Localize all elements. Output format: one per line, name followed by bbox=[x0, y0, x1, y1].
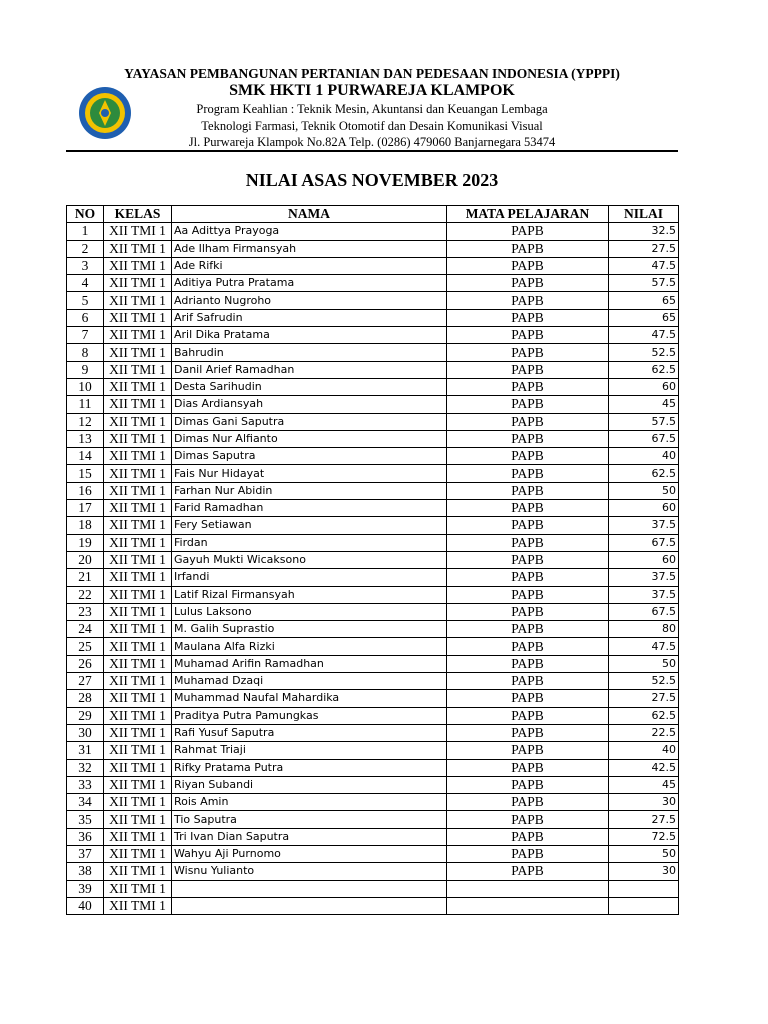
cell-nilai: 50 bbox=[609, 655, 679, 672]
cell-no: 16 bbox=[67, 482, 104, 499]
table-row bbox=[67, 776, 679, 793]
table-row bbox=[67, 551, 679, 568]
cell-kelas: XII TMI 1 bbox=[104, 257, 172, 274]
cell-nilai: 37.5 bbox=[609, 517, 679, 534]
cell-mata-pelajaran: PAPB bbox=[447, 655, 609, 672]
cell-nama: Ade Ilham Firmansyah bbox=[172, 240, 447, 257]
cell-mata-pelajaran: PAPB bbox=[447, 690, 609, 707]
cell-mata-pelajaran: PAPB bbox=[447, 811, 609, 828]
cell-no: 13 bbox=[67, 430, 104, 447]
cell-nama: Ade Rifki bbox=[172, 257, 447, 274]
cell-mata-pelajaran: PAPB bbox=[447, 292, 609, 309]
foundation-name: YAYASAN PEMBANGUNAN PERTANIAN DAN PEDESAAN INDONESIA (YPPPI) bbox=[124, 66, 620, 81]
cell-nilai: 45 bbox=[609, 776, 679, 793]
cell-nilai: 30 bbox=[609, 794, 679, 811]
cell-nama: Lulus Laksono bbox=[172, 603, 447, 620]
cell-kelas: XII TMI 1 bbox=[104, 309, 172, 326]
cell-kelas: XII TMI 1 bbox=[104, 482, 172, 499]
program-line-2: Teknologi Farmasi, Teknik Otomotif dan Desain Komunikasi Visual bbox=[201, 119, 543, 133]
cell-no: 25 bbox=[67, 638, 104, 655]
cell-nama: Irfandi bbox=[172, 569, 447, 586]
cell-nama: Dimas Gani Saputra bbox=[172, 413, 447, 430]
cell-nilai: 47.5 bbox=[609, 257, 679, 274]
cell-mata-pelajaran: PAPB bbox=[447, 396, 609, 413]
cell-kelas: XII TMI 1 bbox=[104, 880, 172, 897]
table-row bbox=[67, 240, 679, 257]
cell-nama: Praditya Putra Pamungkas bbox=[172, 707, 447, 724]
cell-kelas: XII TMI 1 bbox=[104, 361, 172, 378]
cell-no: 36 bbox=[67, 828, 104, 845]
cell-nama: Maulana Alfa Rizki bbox=[172, 638, 447, 655]
cell-mata-pelajaran: PAPB bbox=[447, 361, 609, 378]
cell-kelas: XII TMI 1 bbox=[104, 275, 172, 292]
cell-nilai: 60 bbox=[609, 500, 679, 517]
table-row bbox=[67, 396, 679, 413]
cell-nilai: 57.5 bbox=[609, 413, 679, 430]
cell-kelas: XII TMI 1 bbox=[104, 292, 172, 309]
cell-nama: Rifky Pratama Putra bbox=[172, 759, 447, 776]
cell-mata-pelajaran: PAPB bbox=[447, 257, 609, 274]
table-row bbox=[67, 500, 679, 517]
cell-nilai: 62.5 bbox=[609, 361, 679, 378]
header-nilai: NILAI bbox=[609, 206, 679, 223]
cell-nilai bbox=[609, 880, 679, 897]
cell-mata-pelajaran: PAPB bbox=[447, 638, 609, 655]
table-row bbox=[67, 880, 679, 897]
cell-nilai: 37.5 bbox=[609, 586, 679, 603]
cell-kelas: XII TMI 1 bbox=[104, 845, 172, 862]
cell-mata-pelajaran: PAPB bbox=[447, 586, 609, 603]
cell-nilai: 40 bbox=[609, 742, 679, 759]
cell-no: 23 bbox=[67, 603, 104, 620]
cell-nilai: 52.5 bbox=[609, 344, 679, 361]
cell-no: 35 bbox=[67, 811, 104, 828]
cell-nama: Tri Ivan Dian Saputra bbox=[172, 828, 447, 845]
table-row bbox=[67, 361, 679, 378]
cell-nama: Muhamad Arifin Ramadhan bbox=[172, 655, 447, 672]
cell-mata-pelajaran: PAPB bbox=[447, 621, 609, 638]
letterhead bbox=[66, 58, 678, 152]
cell-mata-pelajaran: PAPB bbox=[447, 776, 609, 793]
cell-mata-pelajaran: PAPB bbox=[447, 724, 609, 741]
cell-mata-pelajaran: PAPB bbox=[447, 275, 609, 292]
cell-no: 5 bbox=[67, 292, 104, 309]
table-row bbox=[67, 586, 679, 603]
cell-no: 14 bbox=[67, 448, 104, 465]
cell-nama: Muhamad Dzaqi bbox=[172, 673, 447, 690]
cell-mata-pelajaran: PAPB bbox=[447, 863, 609, 880]
table-header-row bbox=[67, 206, 679, 223]
cell-kelas: XII TMI 1 bbox=[104, 794, 172, 811]
table-row bbox=[67, 621, 679, 638]
cell-nama: Fery Setiawan bbox=[172, 517, 447, 534]
cell-nama: Aril Dika Pratama bbox=[172, 327, 447, 344]
table-row bbox=[67, 673, 679, 690]
cell-nilai: 50 bbox=[609, 845, 679, 862]
cell-mata-pelajaran: PAPB bbox=[447, 500, 609, 517]
cell-nilai: 50 bbox=[609, 482, 679, 499]
cell-no: 40 bbox=[67, 897, 104, 914]
cell-mata-pelajaran: PAPB bbox=[447, 673, 609, 690]
table-row bbox=[67, 742, 679, 759]
cell-mata-pelajaran: PAPB bbox=[447, 759, 609, 776]
header-nama: NAMA bbox=[172, 206, 447, 223]
cell-nilai: 27.5 bbox=[609, 240, 679, 257]
cell-kelas: XII TMI 1 bbox=[104, 828, 172, 845]
cell-mata-pelajaran: PAPB bbox=[447, 482, 609, 499]
cell-nama: Dias Ardiansyah bbox=[172, 396, 447, 413]
cell-no: 33 bbox=[67, 776, 104, 793]
cell-no: 18 bbox=[67, 517, 104, 534]
cell-nama: Rafi Yusuf Saputra bbox=[172, 724, 447, 741]
header-mata-pelajaran: MATA PELAJARAN bbox=[447, 206, 609, 223]
cell-kelas: XII TMI 1 bbox=[104, 500, 172, 517]
table-row bbox=[67, 863, 679, 880]
cell-nama: Firdan bbox=[172, 534, 447, 551]
table-row bbox=[67, 534, 679, 551]
table-row bbox=[67, 707, 679, 724]
cell-nilai: 22.5 bbox=[609, 724, 679, 741]
cell-mata-pelajaran: PAPB bbox=[447, 430, 609, 447]
cell-kelas: XII TMI 1 bbox=[104, 603, 172, 620]
school-address: Jl. Purwareja Klampok No.82A Telp. (0286) 479060 Banjarnegara 53474 bbox=[188, 135, 556, 149]
cell-mata-pelajaran: PAPB bbox=[447, 223, 609, 240]
cell-nilai: 52.5 bbox=[609, 673, 679, 690]
header-kelas: KELAS bbox=[104, 206, 172, 223]
table-row bbox=[67, 897, 679, 914]
cell-nilai: 80 bbox=[609, 621, 679, 638]
table-row bbox=[67, 794, 679, 811]
cell-no: 31 bbox=[67, 742, 104, 759]
cell-no: 10 bbox=[67, 378, 104, 395]
cell-nama: Wisnu Yulianto bbox=[172, 863, 447, 880]
cell-nama bbox=[172, 897, 447, 914]
cell-mata-pelajaran: PAPB bbox=[447, 327, 609, 344]
cell-mata-pelajaran bbox=[447, 880, 609, 897]
cell-nama: Riyan Subandi bbox=[172, 776, 447, 793]
cell-nama: Dimas Saputra bbox=[172, 448, 447, 465]
cell-kelas: XII TMI 1 bbox=[104, 430, 172, 447]
cell-kelas: XII TMI 1 bbox=[104, 448, 172, 465]
cell-kelas: XII TMI 1 bbox=[104, 586, 172, 603]
cell-no: 27 bbox=[67, 673, 104, 690]
cell-no: 17 bbox=[67, 500, 104, 517]
cell-kelas: XII TMI 1 bbox=[104, 707, 172, 724]
cell-mata-pelajaran: PAPB bbox=[447, 448, 609, 465]
cell-kelas: XII TMI 1 bbox=[104, 638, 172, 655]
cell-nilai: 45 bbox=[609, 396, 679, 413]
cell-mata-pelajaran: PAPB bbox=[447, 603, 609, 620]
header-no: NO bbox=[67, 206, 104, 223]
cell-nama: M. Galih Suprastio bbox=[172, 621, 447, 638]
cell-no: 19 bbox=[67, 534, 104, 551]
cell-nama: Aa Adittya Prayoga bbox=[172, 223, 447, 240]
cell-kelas: XII TMI 1 bbox=[104, 724, 172, 741]
table-row bbox=[67, 759, 679, 776]
cell-no: 3 bbox=[67, 257, 104, 274]
cell-kelas: XII TMI 1 bbox=[104, 655, 172, 672]
cell-mata-pelajaran: PAPB bbox=[447, 794, 609, 811]
cell-nilai: 67.5 bbox=[609, 534, 679, 551]
cell-nilai bbox=[609, 897, 679, 914]
table-row bbox=[67, 448, 679, 465]
cell-nilai: 67.5 bbox=[609, 603, 679, 620]
table-row bbox=[67, 655, 679, 672]
cell-nama: Bahrudin bbox=[172, 344, 447, 361]
cell-kelas: XII TMI 1 bbox=[104, 863, 172, 880]
cell-nama: Rois Amin bbox=[172, 794, 447, 811]
cell-no: 39 bbox=[67, 880, 104, 897]
cell-kelas: XII TMI 1 bbox=[104, 551, 172, 568]
cell-nama: Desta Sarihudin bbox=[172, 378, 447, 395]
cell-mata-pelajaran: PAPB bbox=[447, 551, 609, 568]
cell-nama: Dimas Nur Alfianto bbox=[172, 430, 447, 447]
cell-kelas: XII TMI 1 bbox=[104, 517, 172, 534]
program-line-1: Program Keahlian : Teknik Mesin, Akuntansi dan Keuangan Lembaga bbox=[196, 102, 548, 116]
table-row bbox=[67, 275, 679, 292]
cell-mata-pelajaran: PAPB bbox=[447, 240, 609, 257]
cell-mata-pelajaran: PAPB bbox=[447, 569, 609, 586]
cell-no: 30 bbox=[67, 724, 104, 741]
cell-nilai: 42.5 bbox=[609, 759, 679, 776]
cell-kelas: XII TMI 1 bbox=[104, 776, 172, 793]
cell-nama bbox=[172, 880, 447, 897]
cell-nilai: 47.5 bbox=[609, 638, 679, 655]
cell-nilai: 47.5 bbox=[609, 327, 679, 344]
cell-no: 1 bbox=[67, 223, 104, 240]
cell-mata-pelajaran: PAPB bbox=[447, 707, 609, 724]
table-row bbox=[67, 465, 679, 482]
cell-kelas: XII TMI 1 bbox=[104, 673, 172, 690]
cell-nilai: 27.5 bbox=[609, 811, 679, 828]
cell-nilai: 32.5 bbox=[609, 223, 679, 240]
grades-table bbox=[66, 205, 679, 915]
cell-no: 8 bbox=[67, 344, 104, 361]
table-row bbox=[67, 690, 679, 707]
cell-mata-pelajaran: PAPB bbox=[447, 309, 609, 326]
cell-nilai: 62.5 bbox=[609, 707, 679, 724]
cell-nama: Wahyu Aji Purnomo bbox=[172, 845, 447, 862]
cell-nilai: 57.5 bbox=[609, 275, 679, 292]
cell-kelas: XII TMI 1 bbox=[104, 465, 172, 482]
cell-nama: Aditiya Putra Pratama bbox=[172, 275, 447, 292]
cell-nilai: 30 bbox=[609, 863, 679, 880]
cell-kelas: XII TMI 1 bbox=[104, 811, 172, 828]
cell-no: 21 bbox=[67, 569, 104, 586]
cell-no: 24 bbox=[67, 621, 104, 638]
cell-no: 11 bbox=[67, 396, 104, 413]
cell-no: 26 bbox=[67, 655, 104, 672]
cell-nilai: 27.5 bbox=[609, 690, 679, 707]
table-row bbox=[67, 309, 679, 326]
school-name: SMK HKTI 1 PURWAREJA KLAMPOK bbox=[229, 82, 515, 99]
cell-no: 2 bbox=[67, 240, 104, 257]
cell-nama: Danil Arief Ramadhan bbox=[172, 361, 447, 378]
table-row bbox=[67, 569, 679, 586]
cell-mata-pelajaran: PAPB bbox=[447, 378, 609, 395]
table-row bbox=[67, 828, 679, 845]
cell-no: 6 bbox=[67, 309, 104, 326]
cell-nama: Latif Rizal Firmansyah bbox=[172, 586, 447, 603]
cell-no: 12 bbox=[67, 413, 104, 430]
cell-kelas: XII TMI 1 bbox=[104, 742, 172, 759]
document-title: NILAI ASAS NOVEMBER 2023 bbox=[245, 170, 499, 190]
cell-no: 15 bbox=[67, 465, 104, 482]
cell-mata-pelajaran: PAPB bbox=[447, 828, 609, 845]
table-row bbox=[67, 257, 679, 274]
cell-no: 7 bbox=[67, 327, 104, 344]
cell-kelas: XII TMI 1 bbox=[104, 690, 172, 707]
cell-no: 28 bbox=[67, 690, 104, 707]
cell-kelas: XII TMI 1 bbox=[104, 378, 172, 395]
cell-mata-pelajaran: PAPB bbox=[447, 742, 609, 759]
cell-nama: Muhammad Naufal Mahardika bbox=[172, 690, 447, 707]
cell-mata-pelajaran bbox=[447, 897, 609, 914]
table-row bbox=[67, 413, 679, 430]
table-row bbox=[67, 517, 679, 534]
table-row bbox=[67, 223, 679, 240]
cell-mata-pelajaran: PAPB bbox=[447, 517, 609, 534]
cell-kelas: XII TMI 1 bbox=[104, 759, 172, 776]
cell-nama: Fais Nur Hidayat bbox=[172, 465, 447, 482]
cell-no: 9 bbox=[67, 361, 104, 378]
cell-no: 32 bbox=[67, 759, 104, 776]
cell-nilai: 72.5 bbox=[609, 828, 679, 845]
cell-nilai: 60 bbox=[609, 551, 679, 568]
cell-mata-pelajaran: PAPB bbox=[447, 845, 609, 862]
cell-nilai: 65 bbox=[609, 309, 679, 326]
cell-nama: Farid Ramadhan bbox=[172, 500, 447, 517]
cell-kelas: XII TMI 1 bbox=[104, 534, 172, 551]
cell-nama: Tio Saputra bbox=[172, 811, 447, 828]
cell-nilai: 65 bbox=[609, 292, 679, 309]
cell-kelas: XII TMI 1 bbox=[104, 240, 172, 257]
cell-kelas: XII TMI 1 bbox=[104, 396, 172, 413]
cell-kelas: XII TMI 1 bbox=[104, 897, 172, 914]
cell-no: 4 bbox=[67, 275, 104, 292]
cell-nama: Arif Safrudin bbox=[172, 309, 447, 326]
table-row bbox=[67, 292, 679, 309]
cell-nama: Adrianto Nugroho bbox=[172, 292, 447, 309]
cell-mata-pelajaran: PAPB bbox=[447, 534, 609, 551]
cell-kelas: XII TMI 1 bbox=[104, 327, 172, 344]
table-row bbox=[67, 845, 679, 862]
cell-mata-pelajaran: PAPB bbox=[447, 465, 609, 482]
cell-no: 29 bbox=[67, 707, 104, 724]
cell-kelas: XII TMI 1 bbox=[104, 569, 172, 586]
cell-no: 22 bbox=[67, 586, 104, 603]
header-divider bbox=[66, 150, 678, 152]
cell-nilai: 67.5 bbox=[609, 430, 679, 447]
table-row bbox=[67, 724, 679, 741]
cell-kelas: XII TMI 1 bbox=[104, 223, 172, 240]
cell-mata-pelajaran: PAPB bbox=[447, 413, 609, 430]
cell-no: 38 bbox=[67, 863, 104, 880]
cell-nama: Gayuh Mukti Wicaksono bbox=[172, 551, 447, 568]
table-row bbox=[67, 603, 679, 620]
cell-kelas: XII TMI 1 bbox=[104, 621, 172, 638]
cell-nama: Rahmat Triaji bbox=[172, 742, 447, 759]
table-row bbox=[67, 482, 679, 499]
cell-mata-pelajaran: PAPB bbox=[447, 344, 609, 361]
table-row bbox=[67, 327, 679, 344]
cell-no: 20 bbox=[67, 551, 104, 568]
cell-nilai: 37.5 bbox=[609, 569, 679, 586]
cell-no: 37 bbox=[67, 845, 104, 862]
cell-no: 34 bbox=[67, 794, 104, 811]
table-row bbox=[67, 638, 679, 655]
table-row bbox=[67, 344, 679, 361]
table-row bbox=[67, 811, 679, 828]
table-row bbox=[67, 430, 679, 447]
cell-kelas: XII TMI 1 bbox=[104, 344, 172, 361]
cell-nilai: 40 bbox=[609, 448, 679, 465]
cell-nilai: 60 bbox=[609, 378, 679, 395]
cell-nama: Farhan Nur Abidin bbox=[172, 482, 447, 499]
table-row bbox=[67, 378, 679, 395]
cell-nilai: 62.5 bbox=[609, 465, 679, 482]
cell-kelas: XII TMI 1 bbox=[104, 413, 172, 430]
